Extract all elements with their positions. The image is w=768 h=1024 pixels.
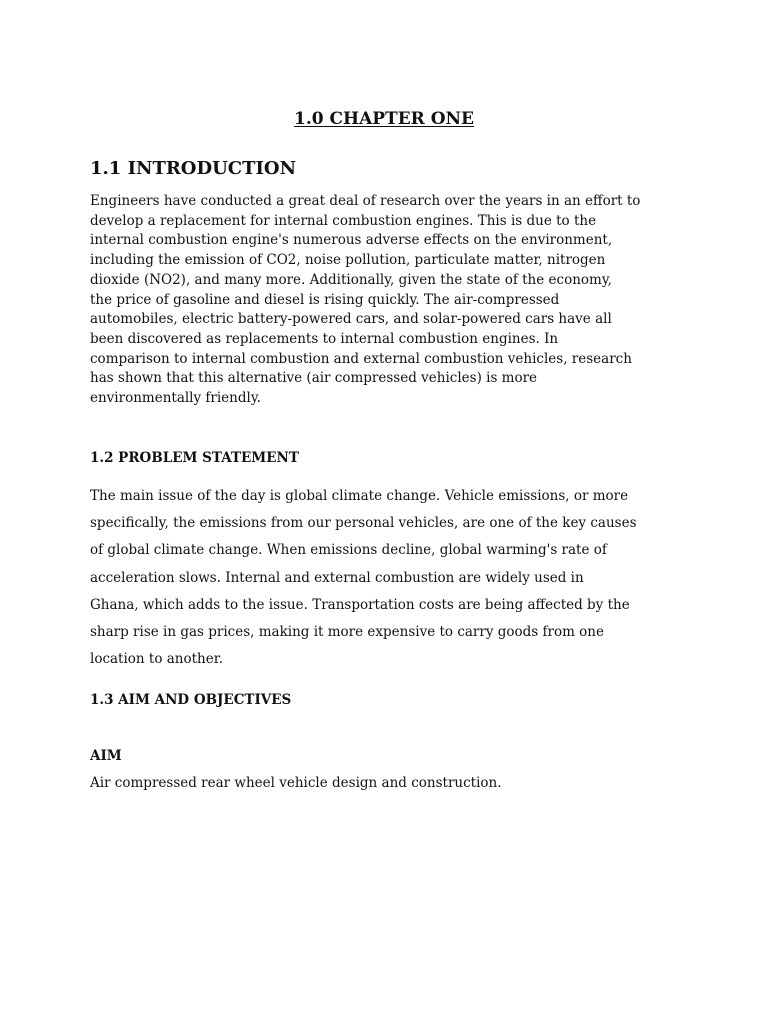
introduction-heading: 1.1 INTRODUCTION [90,158,297,179]
paragraph-line: comparison to internal combustion and external combustion vehicles, research [90,350,632,367]
paragraph-line: dioxide (NO2), and many more. Additionally, given the state of the economy, [90,271,612,288]
aim-text: Air compressed rear wheel vehicle design and construction. [90,775,502,791]
paragraph-line: environmentally friendly. [90,390,261,407]
paragraph-line: Engineers have conducted a great deal of research over the years in an effort to [90,193,641,209]
paragraph-line: of global climate change. When emissions decline, global warming's rate of [90,542,607,559]
paragraph-line: sharp rise in gas prices, making it more expensive to carry goods from one [90,624,604,641]
problem-statement-paragraph [90,483,690,673]
paragraph-line: including the emission of CO2, noise pollution, particulate matter, nitrogen [90,252,606,269]
introduction-paragraph [90,192,690,409]
aim-heading: AIM [90,748,122,764]
paragraph-line: The main issue of the day is global climate change. Vehicle emissions, or more [90,488,629,504]
paragraph-line: Ghana, which adds to the issue. Transportation costs are being affected by the [90,596,630,613]
paragraph-line: automobiles, electric battery-powered cars, and solar-powered cars have all [90,311,612,328]
chapter-title: 1.0 CHAPTER ONE [293,109,475,129]
paragraph-line: the price of gasoline and diesel is rising quickly. The air-compressed [90,291,560,308]
paragraph-line: location to another. [90,651,223,668]
paragraph-line: develop a replacement for internal combustion engines. This is due to the [90,212,597,229]
aim-objectives-heading: 1.3 AIM AND OBJECTIVES [90,692,292,708]
paragraph-line: specifically, the emissions from our personal vehicles, are one of the key causes [90,515,637,532]
paragraph-line: acceleration slows. Internal and external combustion are widely used in [90,569,584,586]
problem-statement-heading: 1.2 PROBLEM STATEMENT [90,450,299,466]
paragraph-line: internal combustion engine's numerous adverse effects on the environment, [90,232,613,249]
paragraph-line: been discovered as replacements to internal combustion engines. In [90,330,559,347]
paragraph-line: has shown that this alternative (air compressed vehicles) is more [90,370,538,387]
